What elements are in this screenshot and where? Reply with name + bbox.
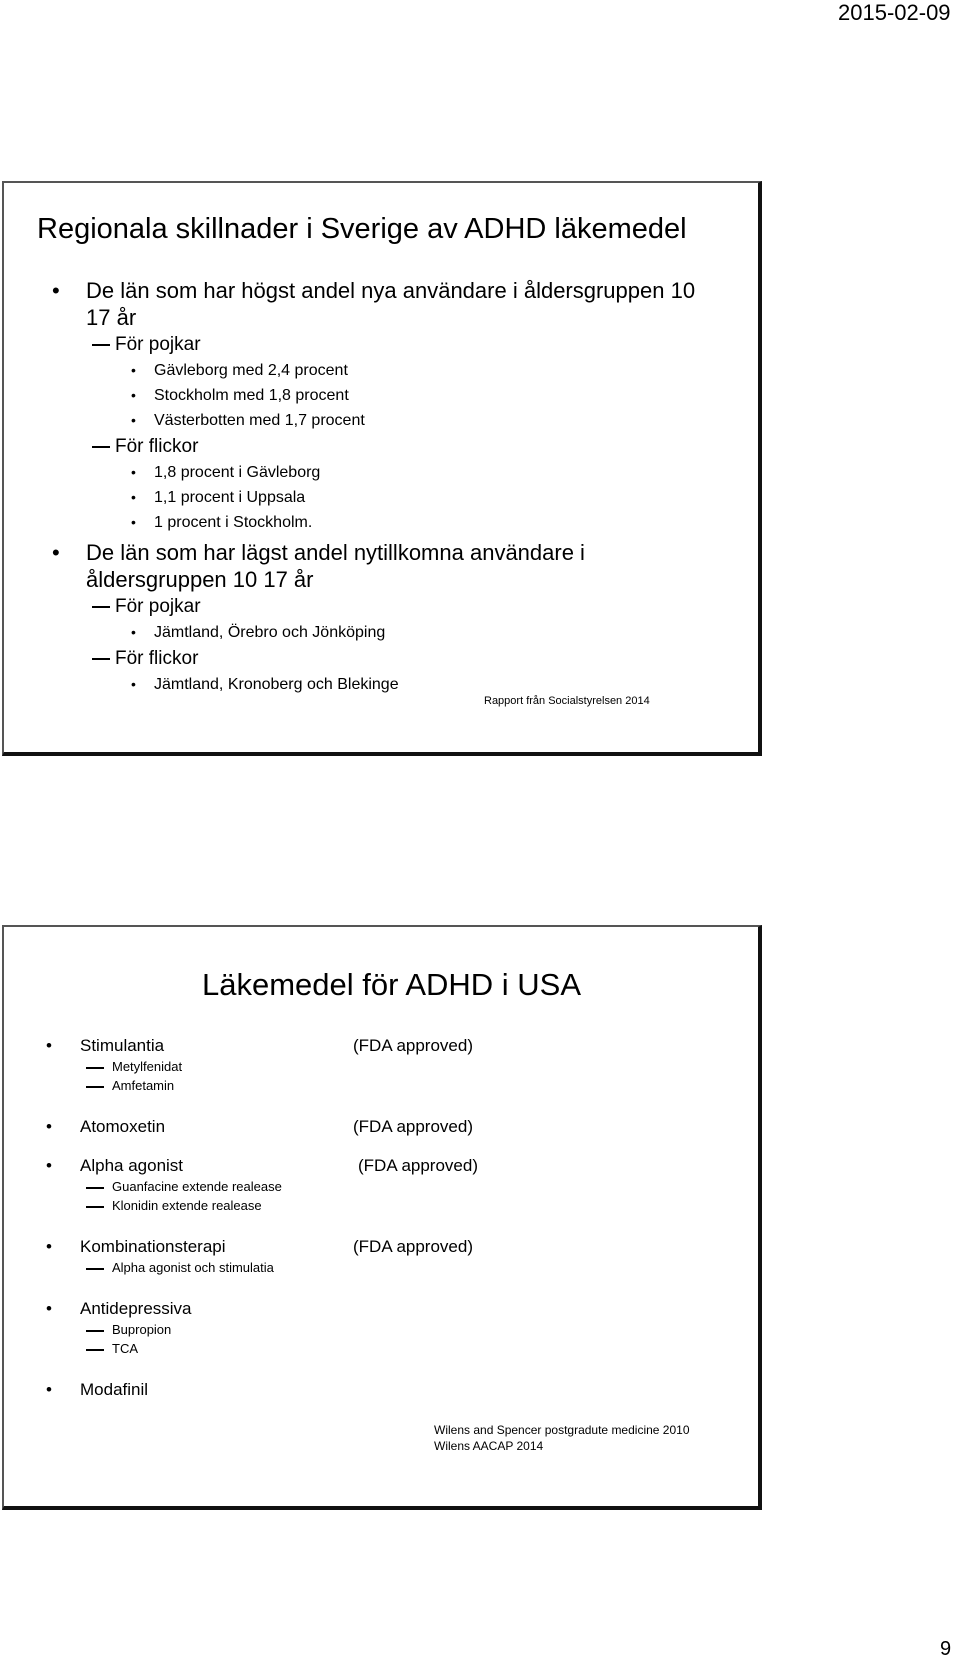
sub-item <box>46 1339 736 1358</box>
detail-item <box>52 620 706 645</box>
source-line: Wilens AACAP 2014 <box>434 1439 544 1453</box>
detail-item <box>52 408 706 433</box>
sub-item-label: För flickor <box>115 436 199 457</box>
list-item <box>46 1235 736 1258</box>
bullet-icon: • <box>52 540 60 565</box>
dash-icon <box>86 1330 104 1332</box>
slide-title: Läkemedel för ADHD i USA <box>202 967 582 1002</box>
medication-list <box>46 1034 736 1401</box>
dash-icon <box>86 1268 104 1270</box>
sub-item-text: Klonidin extende realease <box>112 1198 262 1213</box>
list-item-text: De län som har högst andel nya användare i åldersgruppen 10 17 år <box>86 278 696 330</box>
sub-item <box>46 1057 736 1076</box>
medication-label: Kombinationsterapi <box>80 1237 226 1256</box>
list-item <box>46 1034 736 1057</box>
bullet-icon: • <box>131 489 136 505</box>
detail-item-text: 1,8 procent i Gävleborg <box>154 464 321 481</box>
detail-item-text: Stockholm med 1,8 procent <box>154 387 349 404</box>
bullet-icon: • <box>46 1036 52 1055</box>
bullet-icon: • <box>131 464 136 480</box>
sub-item <box>46 1196 736 1215</box>
fda-status: (FDA approved) <box>353 1117 473 1136</box>
detail-item <box>52 485 706 510</box>
sub-item <box>46 1076 736 1095</box>
slide-regional-differences <box>2 181 762 756</box>
bullet-icon: • <box>131 412 136 428</box>
sub-item <box>46 1258 736 1277</box>
sub-item <box>52 645 706 672</box>
bullet-icon: • <box>52 278 60 303</box>
bullet-icon: • <box>46 1117 52 1136</box>
bullet-icon: • <box>46 1299 52 1318</box>
medication-label: Stimulantia <box>80 1036 165 1055</box>
sub-item <box>46 1320 736 1339</box>
detail-item <box>52 672 706 697</box>
detail-item <box>52 358 706 383</box>
sub-item-text: Metylfenidat <box>112 1059 183 1074</box>
bullet-icon: • <box>131 514 136 530</box>
sub-item-label: För pojkar <box>115 596 201 617</box>
detail-item-text: 1 procent i Stockholm. <box>154 514 313 531</box>
sub-item-text: Bupropion <box>112 1322 172 1337</box>
detail-item <box>52 383 706 408</box>
source-citation <box>434 1422 690 1454</box>
header-date: 2015-02-09 <box>838 0 951 25</box>
source-line: Wilens and Spencer postgradute medicine 2010 <box>434 1423 690 1437</box>
fda-status: (FDA approved) <box>358 1156 478 1175</box>
list-item <box>46 1297 736 1320</box>
dash-icon <box>86 1086 104 1088</box>
sub-item-text: Amfetamin <box>112 1078 175 1093</box>
slide-adhd-medication-usa <box>2 925 762 1510</box>
dash-icon <box>86 1187 104 1189</box>
medication-label: Alpha agonist <box>80 1156 184 1175</box>
sub-item-text: Guanfacine extende realease <box>112 1179 282 1194</box>
sub-item <box>52 433 706 460</box>
list-item <box>46 1154 736 1177</box>
source-citation: Rapport från Socialstyrelsen 2014 <box>484 695 650 707</box>
bullet-icon: • <box>131 676 136 692</box>
fda-status: (FDA approved) <box>353 1237 473 1256</box>
sub-item-text: TCA <box>112 1341 138 1356</box>
dash-icon <box>86 1067 104 1069</box>
bullet-icon: • <box>46 1237 52 1256</box>
detail-item-text: 1,1 procent i Uppsala <box>154 489 306 506</box>
dash-icon <box>92 446 110 448</box>
dash-icon <box>86 1206 104 1208</box>
dash-icon <box>86 1349 104 1351</box>
medication-label: Atomoxetin <box>80 1117 166 1136</box>
sub-item <box>46 1177 736 1196</box>
bullet-icon: • <box>131 387 136 403</box>
fda-status: (FDA approved) <box>353 1036 473 1055</box>
sub-item-label: För flickor <box>115 648 199 669</box>
sub-item-text: Alpha agonist och stimulatia <box>112 1260 274 1275</box>
page-number: 9 <box>940 1638 952 1660</box>
detail-item-text: Jämtland, Örebro och Jönköping <box>154 624 386 641</box>
bullet-icon: • <box>46 1156 52 1175</box>
sub-item <box>52 331 706 358</box>
list-item <box>52 539 706 593</box>
list-item <box>46 1378 736 1401</box>
bullet-icon: • <box>131 362 136 378</box>
sub-item-label: För pojkar <box>115 334 201 355</box>
medication-label: Modafinil <box>80 1380 149 1399</box>
detail-item-text: Gävleborg med 2,4 procent <box>154 362 348 379</box>
list-item <box>46 1115 736 1138</box>
sub-item <box>52 593 706 620</box>
detail-item <box>52 510 706 535</box>
list-item-text: De län som har lägst andel nytillkomna användare i åldersgruppen 10 17 år <box>86 540 585 592</box>
medication-label: Antidepressiva <box>80 1299 192 1318</box>
dash-icon <box>92 606 110 608</box>
bullet-icon: • <box>131 624 136 640</box>
bullet-list <box>52 273 706 697</box>
list-item <box>52 277 706 331</box>
detail-item <box>52 460 706 485</box>
dash-icon <box>92 344 110 346</box>
slide-title: Regionala skillnader i Sverige av ADHD läkemedel <box>37 213 687 245</box>
detail-item-text: Jämtland, Kronoberg och Blekinge <box>154 676 399 693</box>
dash-icon <box>92 658 110 660</box>
bullet-icon: • <box>46 1380 52 1399</box>
detail-item-text: Västerbotten med 1,7 procent <box>154 412 365 429</box>
